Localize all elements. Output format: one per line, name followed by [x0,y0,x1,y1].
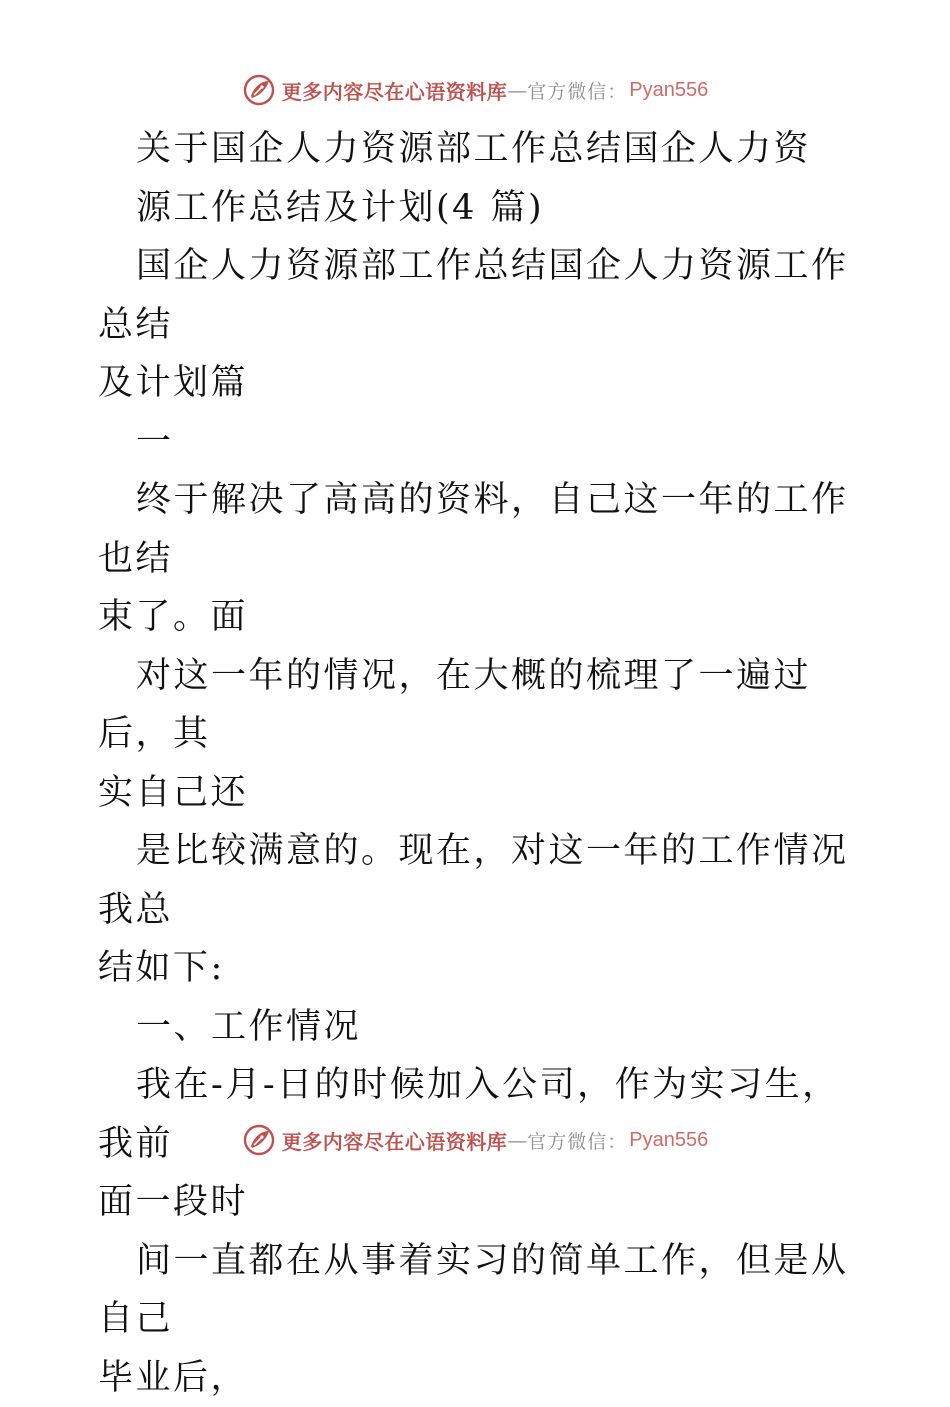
document-body [98,120,858,1407]
header-banner [0,70,950,110]
paragraph-line: 间一直都在从事着实习的简单工作，但是从自己 [98,1232,858,1349]
paragraph-line: 实自己还 [98,764,858,823]
paragraph-line: 是比较满意的。现在，对这一年的工作情况我总 [98,822,858,939]
pen-nib-logo-icon [242,1123,276,1157]
banner-dash: — [507,78,527,102]
paragraph-line: 束了。面 [98,588,858,647]
banner-dash: — [507,1128,527,1152]
paragraph-line: 国企人力资源部工作总结国企人力资源工作总结 [98,237,858,354]
paragraph-line: 对这一年的情况，在大概的梳理了一遍过后，其 [98,647,858,764]
paragraph-line: 及计划篇 [98,354,858,413]
banner-brand-text: 更多内容尽在心语资料库 [282,76,508,105]
footer-banner [0,1120,950,1160]
banner-brand-text: 更多内容尽在心语资料库 [282,1126,508,1155]
paragraph-line: 面一段时 [98,1173,858,1232]
paragraph-line: 我在-月-日的时候加入公司，作为实习生，我前 [98,1056,858,1173]
banner-wechat-account: Pyan556 [629,79,708,102]
banner-wechat-account: Pyan556 [629,1129,708,1152]
paragraph-line: 毕业后， [98,1349,858,1407]
document-title-line-1: 关于国企人力资源部工作总结国企人力资 [98,120,858,179]
pen-nib-logo-icon [242,73,276,107]
section-heading: 一、工作情况 [98,998,858,1057]
paragraph-line: 一 [98,413,858,472]
paragraph-line: 结如下: [98,939,858,998]
banner-wechat-label: 官方微信： [527,1127,627,1154]
paragraph-line: 终于解决了高高的资料，自己这一年的工作也结 [98,471,858,588]
banner-wechat-label: 官方微信： [527,77,627,104]
document-title-line-2: 源工作总结及计划(4 篇) [98,179,858,238]
